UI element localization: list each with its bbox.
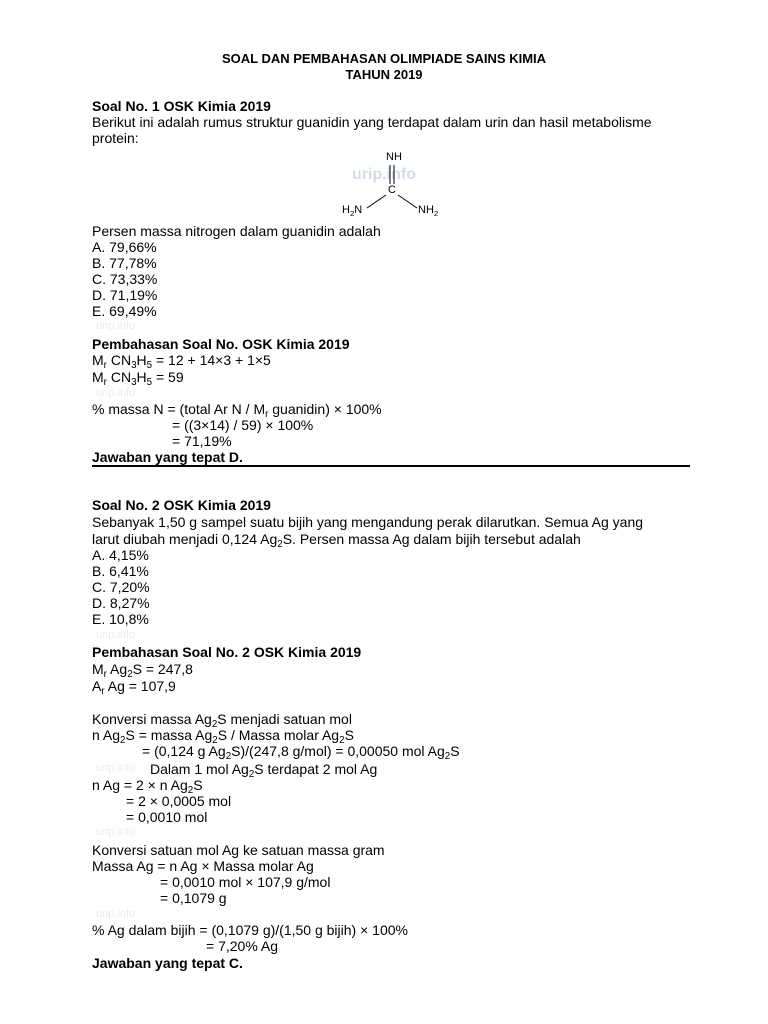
p2-mass-line1: Massa Ag = n Ag × Massa molar Ag: [92, 858, 314, 874]
watermark-text: urip.info: [96, 629, 136, 641]
document-subtitle: TAHUN 2019: [345, 67, 423, 82]
p2-mol-line1: n $Ag_2S$ = massa $Ag_2S$ / Massa molar $Ag_2S$: [92, 727, 354, 746]
p2-percent-line2: = 7,20% Ag: [206, 938, 279, 954]
p2-percent-line1: % Ag dalam bijih = (0,1079 g)/(1,50 g bijih) × 100%: [92, 922, 408, 938]
p2-mass-line2: = 0,0010 mol × 107,9 g/mol: [160, 874, 331, 890]
structure-watermark: urip.info: [352, 166, 416, 183]
q1-stem-line2: protein:: [92, 130, 139, 146]
watermark-text: urip.info: [96, 387, 136, 399]
atom-nh: NH: [386, 151, 402, 163]
q1-option-a: A. 79,66%: [92, 239, 157, 255]
q2-option-d: D. 8,27%: [92, 595, 150, 611]
p2-mol-line3: Dalam 1 mol $Ag_2S$ terdapat 2 mol Ag: [150, 761, 378, 780]
q1-option-e: E. 69,49%: [92, 303, 157, 319]
q2-heading: Soal No. 2 OSK Kimia 2019: [92, 497, 271, 513]
watermark-text: urip.info: [96, 908, 136, 920]
watermark-text: urip.info: [96, 762, 136, 774]
p2-ar: $A_r$ Ag = 107,9: [92, 678, 176, 697]
q2-option-b: B. 6,41%: [92, 563, 149, 579]
p2-mol-line5: = 2 × 0,0005 mol: [126, 793, 232, 809]
guanidine-structure: [330, 148, 460, 220]
p2-mol-line6: = 0,0010 mol: [126, 809, 208, 825]
p2-mol-line2: = (0,124 g $Ag_2S)/(247,8$ g/mol) = 0,00050 mol $Ag_2S$: [142, 743, 460, 762]
document-title: SOAL DAN PEMBAHASAN OLIMPIADE SAINS KIMIA: [221, 51, 547, 66]
p2-heading: Pembahasan Soal No. 2 OSK Kimia 2019: [92, 644, 362, 660]
p1-mr-line1: $M_r$ $CN_3H_5 = 12 + 14\times 3 + 1\times 5$: [92, 352, 271, 371]
section-divider: [92, 465, 690, 467]
q2-stem-line2: larut diubah menjadi 0,124 $Ag_2S$. Persen massa Ag dalam bijih tersebut adalah: [92, 531, 581, 550]
p1-answer: Jawaban yang tepat D.: [92, 449, 243, 465]
q1-stem-line1: Berikut ini adalah rumus struktur guanidin yang terdapat dalam urin dan hasil metabolisme: [92, 114, 652, 130]
atom-nh2: $NH_2$: [418, 204, 439, 218]
watermark-text: urip.info: [96, 826, 136, 838]
watermark-text: urip.info: [96, 320, 136, 332]
atom-c: C: [388, 184, 396, 196]
p2-mol-line4: n Ag = 2 × n $Ag_2S$: [92, 777, 203, 796]
p1-heading: Pembahasan Soal No. OSK Kimia 2019: [92, 336, 350, 352]
q2-option-e: E. 10,8%: [92, 611, 149, 627]
q1-heading: Soal No. 1 OSK Kimia 2019: [92, 98, 271, 114]
p2-mass-line3: = 0,1079 g: [160, 890, 227, 906]
q1-question: Persen massa nitrogen dalam guanidin adalah: [92, 223, 381, 239]
p2-mr: $M_r$ $Ag_2S = 247,8$: [92, 661, 193, 680]
q2-option-a: A. 4,15%: [92, 547, 149, 563]
q2-option-c: C. 7,20%: [92, 579, 150, 595]
p1-mass-line2: = ((3×14) / 59) × 100%: [172, 417, 314, 433]
q1-option-c: C. 73,33%: [92, 271, 158, 287]
p1-mass-line3: = 71,19%: [172, 433, 232, 449]
p2-answer: Jawaban yang tepat C.: [92, 955, 243, 971]
q2-stem-line1: Sebanyak 1,50 g sampel suatu bijih yang mengandung perak dilarutkan. Semua Ag yang: [92, 514, 644, 530]
q1-option-b: B. 77,78%: [92, 255, 157, 271]
p1-mr-line2: $M_r$ $CN_3H_5 = 59$: [92, 369, 184, 388]
q1-option-d: D. 71,19%: [92, 287, 158, 303]
p2-conversion-heading-1: Konversi massa $Ag_2S$ menjadi satuan mol: [92, 711, 352, 730]
atom-h2n: $H_2N$: [342, 204, 363, 218]
p1-mass-line1: % massa N = (total Ar N / $M_r$ guanidin) × 100%: [92, 401, 382, 420]
p2-conversion-heading-2: Konversi satuan mol Ag ke satuan massa gram: [92, 842, 385, 858]
